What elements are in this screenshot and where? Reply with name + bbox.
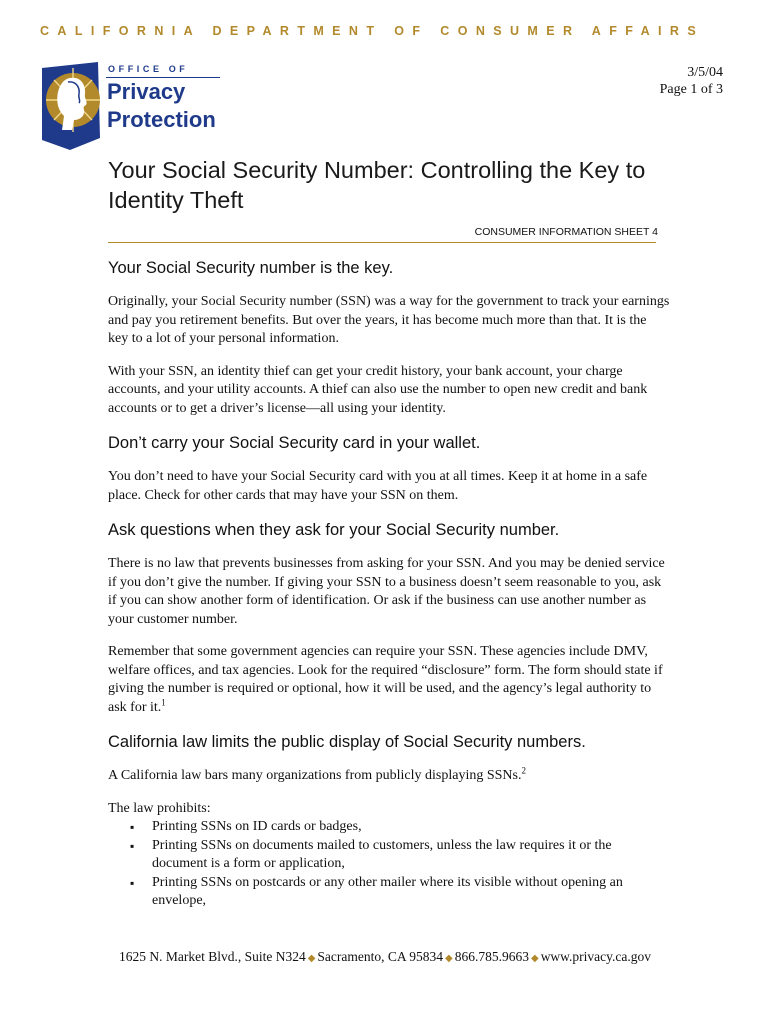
privacy-protection-logo <box>40 60 230 155</box>
footer-city: Sacramento, CA 95834 <box>317 949 444 964</box>
diamond-separator-icon: ◆ <box>307 953 316 964</box>
diamond-separator-icon: ◆ <box>530 953 539 964</box>
footer-phone: 866.785.9663 <box>454 949 529 964</box>
sheet-label: CONSUMER INFORMATION SHEET 4 <box>474 226 658 238</box>
footer-address: 1625 N. Market Blvd., Suite N324 <box>118 949 306 964</box>
list-item: ▪ Printing SSNs on documents mailed to customers, unless the law requires it or the document is a form or application, <box>128 837 670 874</box>
paragraph: With your SSN, an identity thief can get your credit history, your bank account, your charge accounts, and your utility accounts. A thief can also use the number to open new credit and bank accounts or to get a driver’s license—all using your identity. <box>108 363 648 416</box>
page-title: Your Social Security Number: Controlling the Key to Identity Theft <box>108 157 646 213</box>
profile-emblem-icon <box>40 60 106 152</box>
logo-rule <box>106 77 220 78</box>
section-california-law <box>108 731 670 911</box>
section-heading: Ask questions when they ask for your Social Security number. <box>108 521 560 539</box>
section-dont-carry-card <box>108 432 670 505</box>
footnote-ref[interactable]: 2 <box>521 765 526 776</box>
paragraph: There is no law that prevents businesses from asking for your SSN. And you may be denied service if you don’t give the number. If giving your SSN to a business doesn’t seem reasonable to you, ask if you can show another form of identification. Or ask if the business can use another number as your customer number. <box>108 556 665 627</box>
footer-contact <box>0 949 770 965</box>
list-item: ▪ Printing SSNs on postcards or any other mailer where its visible without opening an envelope, <box>128 874 670 911</box>
logo-office-of: OFFICE OF <box>108 64 189 74</box>
list-item: ▪ Printing SSNs on ID cards or badges, <box>128 818 670 837</box>
document-date: 3/5/04 <box>687 65 723 80</box>
section-heading: Your Social Security number is the key. <box>108 259 394 277</box>
section-heading: Don’t carry your Social Security card in your wallet. <box>108 434 481 452</box>
prohibitions-list <box>128 818 670 911</box>
document-body <box>108 257 670 911</box>
paragraph-text: Remember that some government agencies can require your SSN. These agencies include DMV, welfare offices, and tax agencies. Look for the required “disclosure” form. The form should state if giving the number is required or optional, how it will be used, and the agency’s legal authority to ask for it. <box>108 644 663 715</box>
paragraph-with-footnote <box>108 643 670 717</box>
document-meta <box>660 64 723 98</box>
footer-website-link[interactable]: www.privacy.ca.gov <box>540 949 652 964</box>
section-heading: California law limits the public display of Social Security numbers. <box>108 733 586 751</box>
department-banner: CALIFORNIA DEPARTMENT OF CONSUMER AFFAIRS <box>40 24 705 38</box>
logo-protection: Protection <box>107 107 216 132</box>
logo-privacy: Privacy <box>107 79 186 104</box>
title-divider <box>108 242 656 243</box>
paragraph-text: A California law bars many organizations from publicly displaying SSNs. <box>108 768 522 783</box>
footnote-ref[interactable]: 1 <box>161 696 166 707</box>
paragraph: The law prohibits: <box>108 800 211 816</box>
paragraph: You don’t need to have your Social Security card with you at all times. Keep it at home in a safe place. Check for other cards that may have your SSN on them. <box>108 469 648 503</box>
page-number: Page 1 of 3 <box>659 82 723 97</box>
paragraph-with-footnote <box>108 767 670 786</box>
section-ask-questions <box>108 519 670 717</box>
paragraph: Originally, your Social Security number (SSN) was a way for the government to track your earnings and pay you retirement benefits. But over the years, it has become much more than that. It is the key to a lot of your personal information. <box>108 294 670 346</box>
diamond-separator-icon: ◆ <box>445 953 453 964</box>
section-ssn-key <box>108 257 670 418</box>
